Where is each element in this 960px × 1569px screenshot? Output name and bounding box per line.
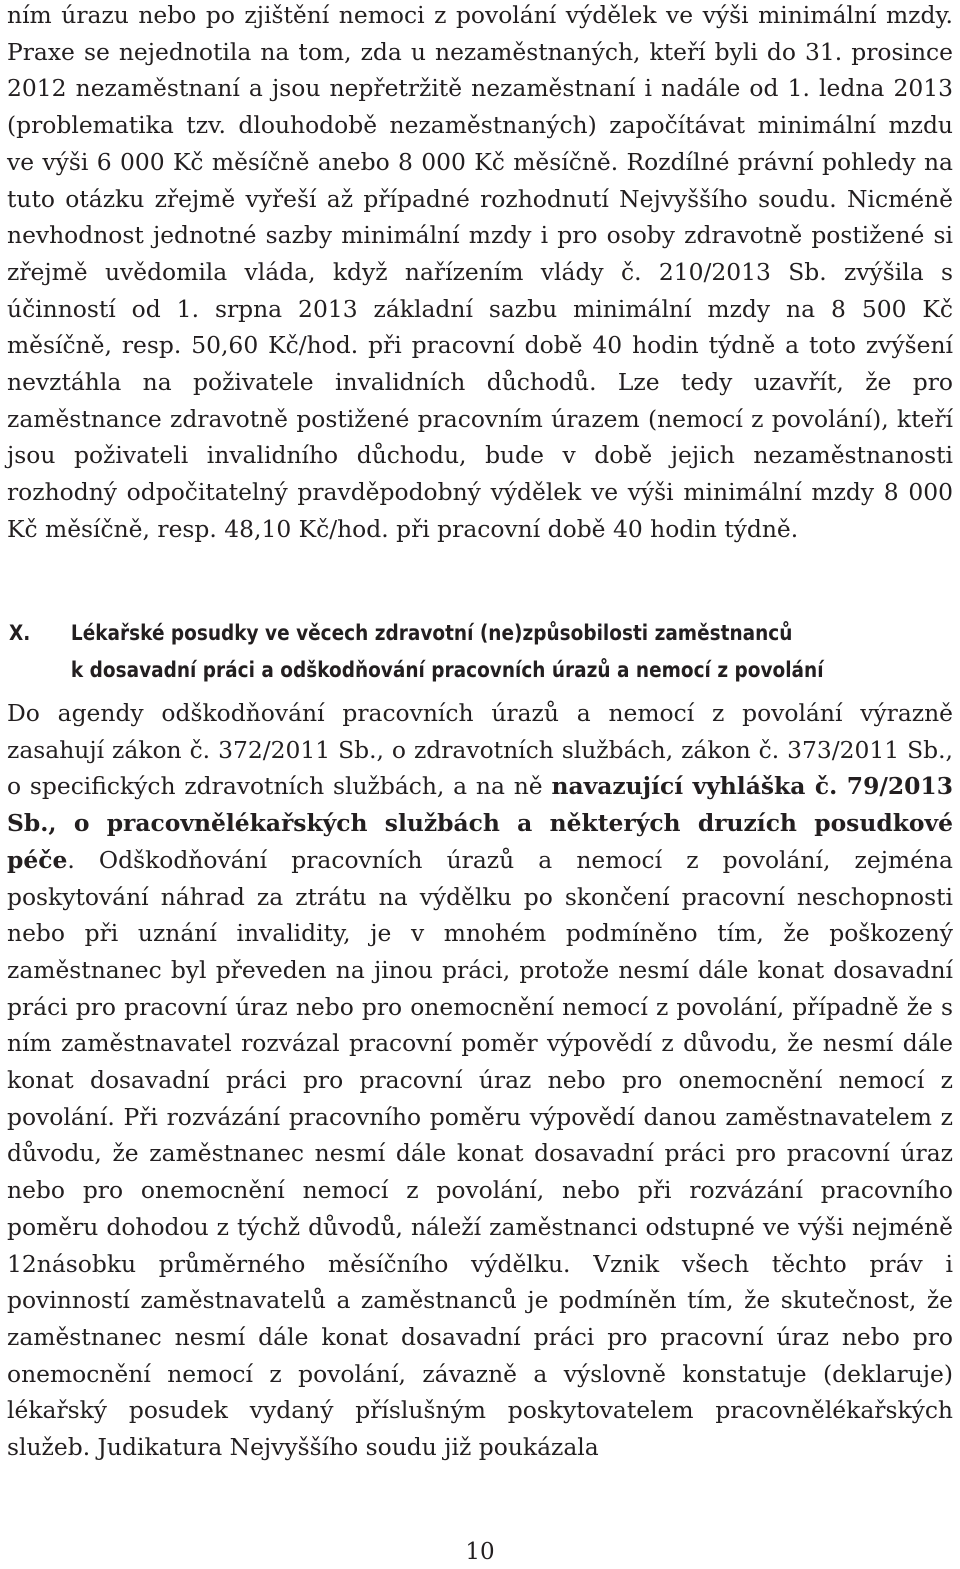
- section-heading: [9, 615, 823, 689]
- section-title-line-1: Lékařské posudky ve věcech zdravotní (ne)způsobilosti zaměstnanců: [70, 621, 793, 646]
- paragraph-2-text-rest: . Odškodňování pracovních úrazů a nemocí z povolání, zejména poskytování náhrad za ztrátu na výdělku po skončení pracovní neschopnosti nebo při uznání invalidity, je v mnohém podmíněno tím, že poškozený zaměstnanec byl převeden na jinou práci, protože nesmí dále konat dosavadní práci pro pracovní úraz nebo pro onemocnění nemocí z povolání, případně že s ním zaměstnavatel rozvázal pracovní poměr výpovědí z důvodu, že nesmí dále konat dosavadní práci pro pracovní úraz nebo pro onemocnění nemocí z povolání. Při rozvázání pracovního poměru výpovědí danou zaměstnavatelem z důvodu, že zaměstnanec nesmí dále konat dosavadní práci pro pracovní úraz nebo pro onemocnění nemocí z povolání, nebo při rozvázání pracovního poměru dohodou z týchž důvodů, náleží zaměstnanci odstupné ve výši nejméně 12násobku průměrného měsíčního výdělku. Vznik všech těchto práv i povinností zaměstnavatelů a zaměstnanců je podmíněn tím, že skutečnost, že zaměstnanec nesmí dále konat dosavadní práci pro pracovní úraz nebo pro onemocnění nemocí z povolání, závazně a výslovně konstatuje (deklaruje) lékařský posudek vydaný příslušným poskytovatelem pracovnělékařských služeb. Judikatura Nejvyššího soudu již poukázala: [7, 845, 953, 1462]
- page-number: 10: [465, 1539, 495, 1565]
- section-title-line-2: k dosavadní práci a odškodňování pracovních úrazů a nemocí z povolání: [70, 658, 824, 683]
- section-number: X.: [9, 621, 31, 646]
- paragraph-2-text-start: Do agendy odškodňování pracovních úrazů a nemocí z povolání výrazně zasahují zákon č. 372/2011 Sb., o zdravotních službách, zákon č. 373/2011 Sb., o specifických zdravotních službách, a na ně: [7, 699, 953, 801]
- body-paragraph-1: ním úrazu nebo po zjištění nemoci z povolání výdělek ve výši minimální mzdy. Praxe se nejednotila na tom, zda u nezaměstnaných, kteří byli do 31. prosince 2012 nezaměstnaní a jsou nepřetržitě nezaměstnaní i nadále od 1. ledna 2013 (problematika tzv. dlouhodobě nezaměstnaných) započítávat minimální mzdu ve výši 6 000 Kč měsíčně anebo 8 000 Kč měsíčně. Rozdílné právní pohledy na tuto otázku zřejmě vyřeší až případné rozhodnutí Nejvyššího soudu. Nicméně nevhodnost jednotné sazby minimální mzdy i pro osoby zdravotně postižené si zřejmě uvědomila vláda, když nařízením vlády č. 210/2013 Sb. zvýšila s účinností od 1. srpna 2013 základní sazbu minimální mzdy na 8 500 Kč měsíčně, resp. 50,60 Kč/hod. při pracovní době 40 hodin týdně a toto zvýšení nevztáhla na poživatele invalidních důchodů. Lze tedy uzavřít, že pro zaměstnance zdravotně postižené pracovním úrazem (nemocí z povolání), kteří jsou poživateli invalidního důchodu, bude v době jejich nezaměstnanosti rozhodný odpočitatelný pravděpodobný výdělek ve výši minimální mzdy 8 000 Kč měsíčně, resp. 48,10 Kč/hod. při pracovní době 40 hodin týdně.: [7, 1, 953, 543]
- body-paragraph-2: [7, 695, 953, 1466]
- paragraph-2-bold-regulation: navazující vyhláška č. 79/2013 Sb., o pracovnělékařských službách a některých druzích posudkové péče: [7, 772, 953, 874]
